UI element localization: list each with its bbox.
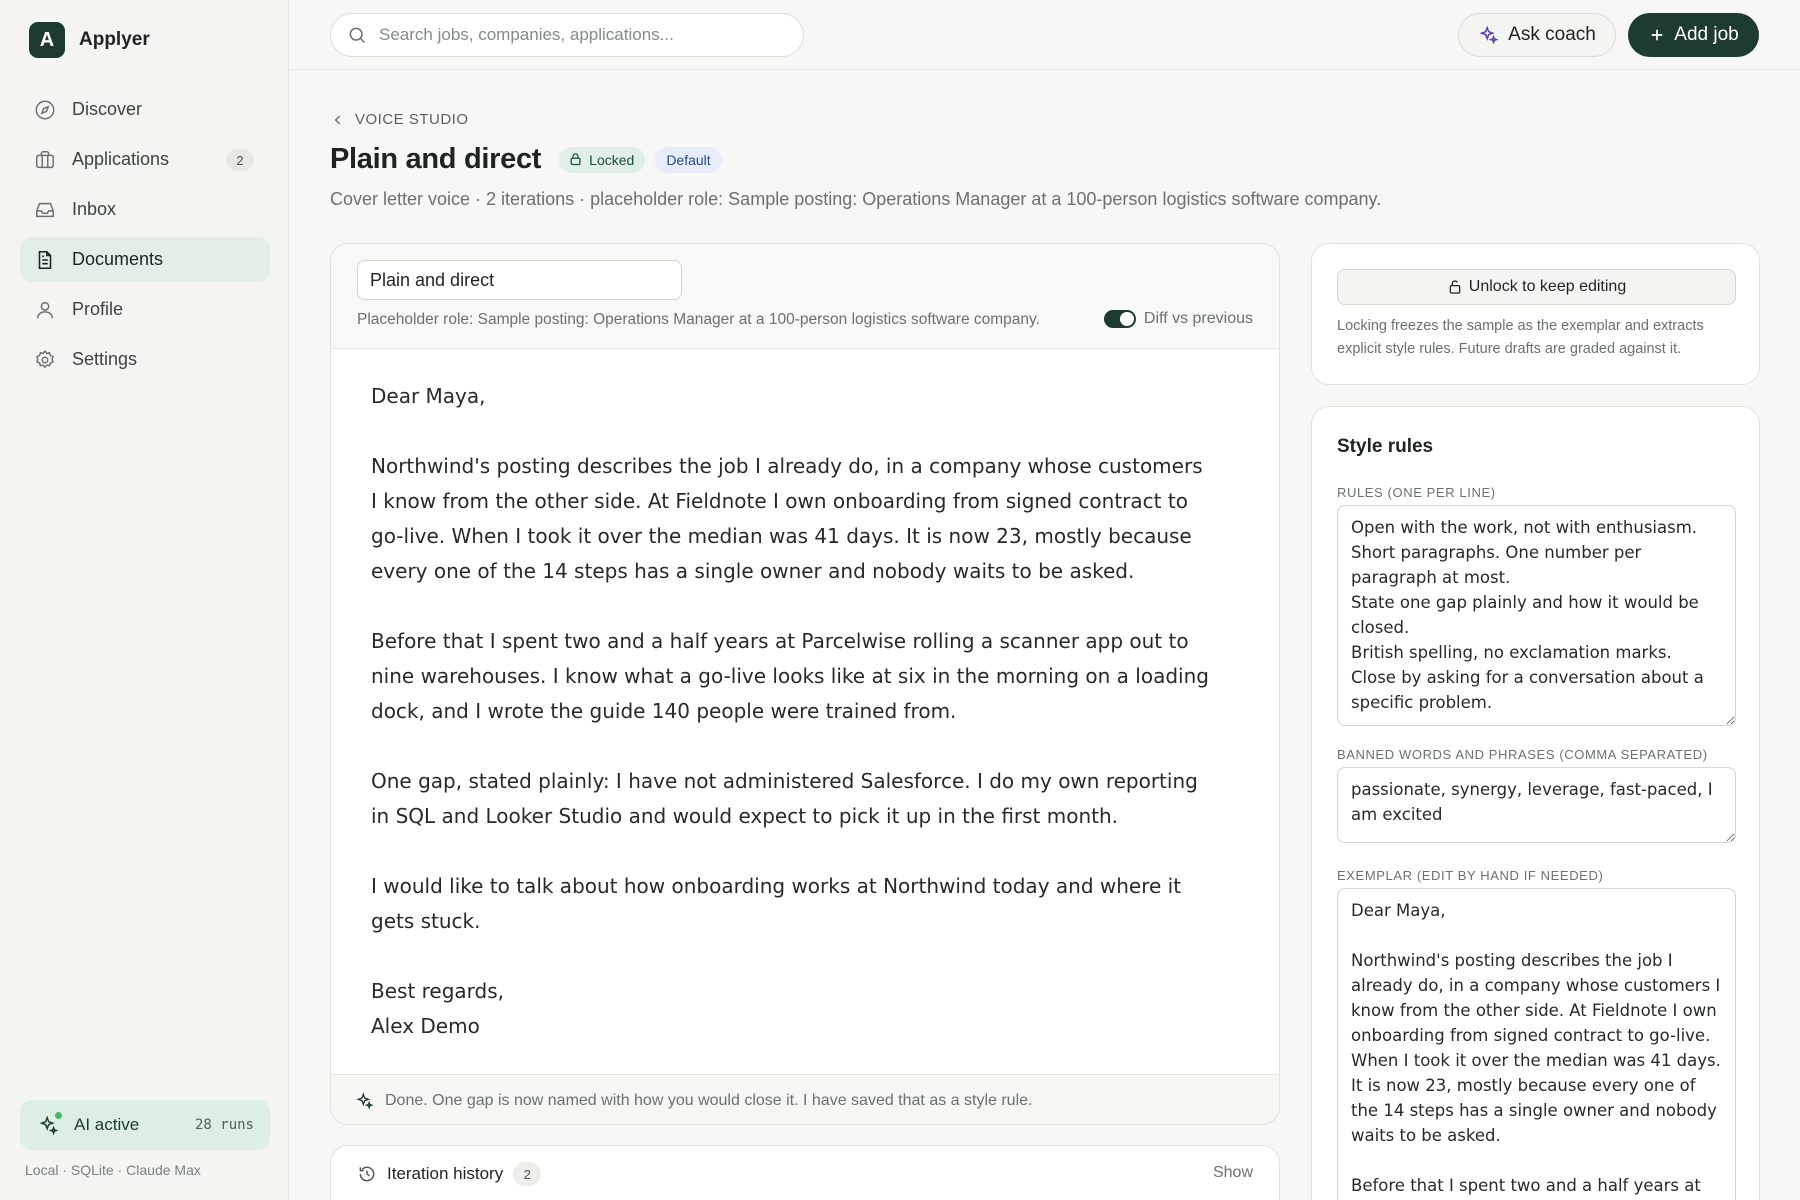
editor-status-bar: [331, 1074, 1280, 1125]
lock-note: Locking freezes the sample as the exemplar and extracts explicit style rules. Future drafts are graded against it.: [1337, 318, 1704, 357]
ask-coach-button[interactable]: [1458, 13, 1616, 57]
sparkle-icon: [355, 1091, 375, 1111]
unlock-icon: [1447, 279, 1463, 295]
banned-words-label: BANNED WORDS AND PHRASES (COMMA SEPARATED): [1337, 747, 1708, 762]
diff-toggle[interactable]: [1104, 310, 1253, 328]
unlock-button[interactable]: [1337, 269, 1736, 305]
page-title: Plain and direct: [330, 143, 542, 175]
iteration-history-card[interactable]: [330, 1145, 1280, 1200]
sidebar-item-settings[interactable]: [20, 337, 270, 382]
letter-greeting: Dear Maya,: [371, 384, 486, 408]
style-rules-title: Style rules: [1337, 436, 1434, 457]
page-subtitle: Cover letter voice · 2 iterations · placeholder role: Sample posting: Operations Manager at a 100-person logistics software company.: [330, 189, 1382, 209]
sidebar-item-label: Discover: [72, 99, 143, 119]
search-icon: [347, 25, 367, 45]
ask-coach-label: Ask coach: [1508, 24, 1596, 45]
title-row: [330, 143, 722, 176]
chevron-left-icon: [331, 113, 345, 127]
voice-name-input[interactable]: [357, 260, 682, 300]
sidebar-item-label: Documents: [72, 249, 164, 269]
show-history-button[interactable]: Show: [1212, 1164, 1253, 1181]
ai-status[interactable]: [20, 1100, 270, 1150]
inbox-icon: [34, 199, 56, 221]
ai-runs-count: 28 runs: [194, 1117, 254, 1133]
compass-icon: [34, 99, 56, 121]
iteration-count-badge: 2: [513, 1162, 541, 1186]
briefcase-icon: [34, 149, 56, 171]
sidebar-item-label: Settings: [72, 349, 138, 369]
status-message: Done. One gap is now named with how you would close it. I have saved that as a style rule.: [385, 1091, 1033, 1109]
ai-status-label: AI active: [74, 1115, 140, 1134]
sidebar-item-inbox[interactable]: [20, 187, 270, 232]
applications-count-badge: 2: [226, 149, 254, 171]
sidebar-item-label: Applications: [72, 149, 170, 169]
sidebar-item-discover[interactable]: [20, 87, 270, 132]
breadcrumb-label: VOICE STUDIO: [355, 111, 469, 128]
editor-header: [331, 244, 1279, 349]
plus-icon: [1648, 26, 1666, 44]
breadcrumb[interactable]: [331, 111, 469, 128]
topbar: [290, 0, 1800, 70]
rules-textarea[interactable]: [1337, 505, 1736, 726]
default-badge: Default: [655, 147, 721, 173]
lock-panel: [1311, 243, 1760, 385]
sidebar: [0, 0, 289, 1200]
letter-signoff: Best regards,: [371, 979, 505, 1003]
sidebar-item-documents[interactable]: [20, 237, 270, 282]
brand[interactable]: [29, 22, 150, 58]
brand-name: Applyer: [79, 29, 150, 50]
iteration-history-header: [357, 1162, 541, 1186]
locked-badge: [559, 147, 645, 173]
lock-icon: [568, 152, 583, 167]
locked-badge-label: Locked: [589, 151, 635, 168]
search-input[interactable]: [379, 25, 779, 45]
iteration-history-label: Iteration history: [387, 1164, 504, 1183]
exemplar-label: EXEMPLAR (EDIT BY HAND IF NEEDED): [1337, 868, 1604, 883]
letter-paragraph: I would like to talk about how onboarding works at Northwind today and where it gets stuck.: [371, 874, 1182, 933]
sidebar-item-applications[interactable]: [20, 137, 270, 182]
unlock-button-label: Unlock to keep editing: [1468, 278, 1627, 295]
add-job-button[interactable]: [1628, 13, 1759, 57]
letter-signature: Alex Demo: [371, 1014, 480, 1038]
ai-active-dot: [54, 1111, 63, 1120]
exemplar-textarea[interactable]: [1337, 888, 1736, 1200]
sidebar-footer: Local · SQLite · Claude Max: [25, 1162, 201, 1178]
sidebar-item-profile[interactable]: [20, 287, 270, 332]
diff-switch[interactable]: [1104, 310, 1136, 328]
gear-icon: [34, 349, 56, 371]
banned-words-textarea[interactable]: [1337, 767, 1736, 843]
user-icon: [34, 299, 56, 321]
document-icon: [34, 249, 56, 271]
sidebar-nav: [20, 87, 270, 387]
add-job-label: Add job: [1674, 24, 1739, 45]
diff-toggle-label: Diff vs previous: [1143, 310, 1253, 327]
sparkle-icon: [38, 1114, 60, 1136]
style-rules-panel: [1311, 406, 1760, 1200]
sparkle-icon: [1478, 24, 1500, 46]
sidebar-item-label: Profile: [72, 299, 124, 319]
search-box[interactable]: [330, 13, 804, 57]
letter-paragraph: Before that I spent two and a half years at Parcelwise rolling a scanner app out to nine warehouses. I know what a go-live looks like at six in the morning on a loading dock, and I wrote the guide 140 people were trained from.: [371, 629, 1209, 723]
cover-letter-body[interactable]: [371, 379, 1211, 1044]
placeholder-role-text: Placeholder role: Sample posting: Operations Manager at a 100-person logistics software company.: [357, 311, 1040, 328]
rules-label: RULES (ONE PER LINE): [1337, 485, 1496, 500]
letter-paragraph: Northwind's posting describes the job I already do, in a company whose customers I know from the other side. At Fieldnote I own onboarding from signed contract to go-live. When I took it over the median was 41 days. It is now 23, mostly because every one of the 14 steps has a single owner and nobody waits to be asked.: [371, 454, 1203, 583]
brand-logo: A: [29, 22, 65, 58]
history-icon: [357, 1164, 377, 1184]
sidebar-item-label: Inbox: [72, 199, 117, 219]
voice-editor-card: [330, 243, 1280, 1125]
letter-paragraph: One gap, stated plainly: I have not administered Salesforce. I do my own reporting in SQL and Looker Studio and would expect to pick it up in the first month.: [371, 769, 1198, 828]
